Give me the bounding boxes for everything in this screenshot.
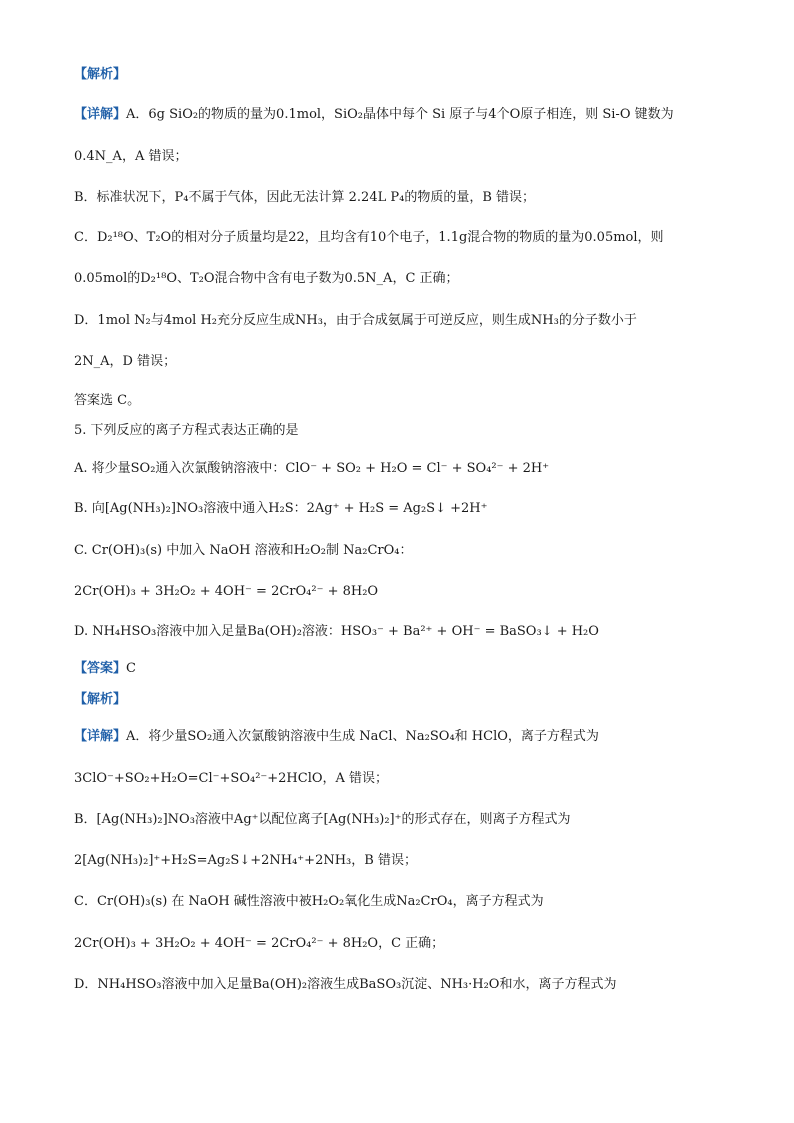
answer-tag: 【答案】	[74, 661, 127, 676]
analysis4-line-1-text: A．6g SiO₂的物质的量为0.1mol，SiO₂晶体中每个 Si 原子与4个O原子相连，则 Si-O 键数为	[126, 107, 674, 122]
analysis-heading: 【解析】	[74, 67, 127, 82]
analysis5-line-3: B．[Ag(NH₃)₂]NO₃溶液中Ag⁺以配位离子[Ag(NH₃)₂]⁺的形式存在，则离子方程式为	[74, 812, 571, 827]
analysis4-line-3: B．标准状况下，P₄不属于气体，因此无法计算 2.24L P₄的物质的量，B 错误；	[74, 190, 535, 205]
question-5-option-b: B. 向[Ag(NH₃)₂]NO₃溶液中通入H₂S：2Ag⁺ + H₂S = Ag₂S↓ +2H⁺	[74, 501, 488, 516]
analysis5-line-4: 2[Ag(NH₃)₂]⁺+H₂S=Ag₂S↓+2NH₄⁺+2NH₃，B 错误；	[74, 853, 417, 868]
analysis4-line-6: D．1mol N₂与4mol H₂充分反应生成NH₃，由于合成氨属于可逆反应，则生成NH₃的分子数小于	[74, 313, 637, 328]
analysis5-line-6: 2Cr(OH)₃ + 3H₂O₂ + 4OH⁻ = 2CrO₄²⁻ + 8H₂O，C 正确；	[74, 936, 445, 951]
analysis5-line-5: C．Cr(OH)₃(s) 在 NaOH 碱性溶液中被H₂O₂氧化生成Na₂CrO₄，离子方程式为	[74, 894, 544, 909]
answer-line	[74, 660, 136, 678]
analysis4-answer: 答案选 C。	[74, 393, 141, 408]
analysis4-line-2: 0.4N_A，A 错误；	[74, 149, 188, 164]
analysis5-line-1-text: A．将少量SO₂通入次氯酸钠溶液中生成 NaCl、Na₂SO₄和 HClO，离子方程式为	[126, 729, 599, 744]
analysis5-line-7: D．NH₄HSO₃溶液中加入足量Ba(OH)₂溶液生成BaSO₃沉淀、NH₃·H₂O和水，离子方程式为	[74, 977, 617, 992]
analysis5-line-1	[74, 728, 599, 746]
analysis5-heading: 【解析】	[74, 692, 127, 707]
detail-tag: 【详解】	[74, 107, 127, 122]
analysis4-line-7: 2N_A，D 错误；	[74, 354, 177, 369]
question-5-option-d: D. NH₄HSO₃溶液中加入足量Ba(OH)₂溶液：HSO₃⁻ + Ba²⁺ + OH⁻ = BaSO₃↓ + H₂O	[74, 624, 599, 639]
analysis4-line-5: 0.05mol的D₂¹⁸O、T₂O混合物中含有电子数为0.5N_A，C 正确；	[74, 271, 459, 286]
analysis4-line-4: C．D₂¹⁸O、T₂O的相对分子质量均是22，且均含有10个电子，1.1g混合物的物质的量为0.05mol，则	[74, 230, 664, 245]
question-5-option-a: A. 将少量SO₂通入次氯酸钠溶液中：ClO⁻ + SO₂ + H₂O = Cl⁻ + SO₄²⁻ + 2H⁺	[74, 461, 550, 476]
question-5-option-c-equation: 2Cr(OH)₃ + 3H₂O₂ + 4OH⁻ = 2CrO₄²⁻ + 8H₂O	[74, 584, 379, 599]
question-5-stem: 5. 下列反应的离子方程式表达正确的是	[74, 423, 299, 438]
question-5-option-c: C. Cr(OH)₃(s) 中加入 NaOH 溶液和H₂O₂制 Na₂CrO₄：	[74, 543, 413, 558]
analysis5-line-2: 3ClO⁻+SO₂+H₂O=Cl⁻+SO₄²⁻+2HClO，A 错误；	[74, 771, 389, 786]
detail-tag-2: 【详解】	[74, 729, 127, 744]
analysis4-line-1	[74, 106, 674, 124]
answer-value: C	[126, 661, 136, 676]
